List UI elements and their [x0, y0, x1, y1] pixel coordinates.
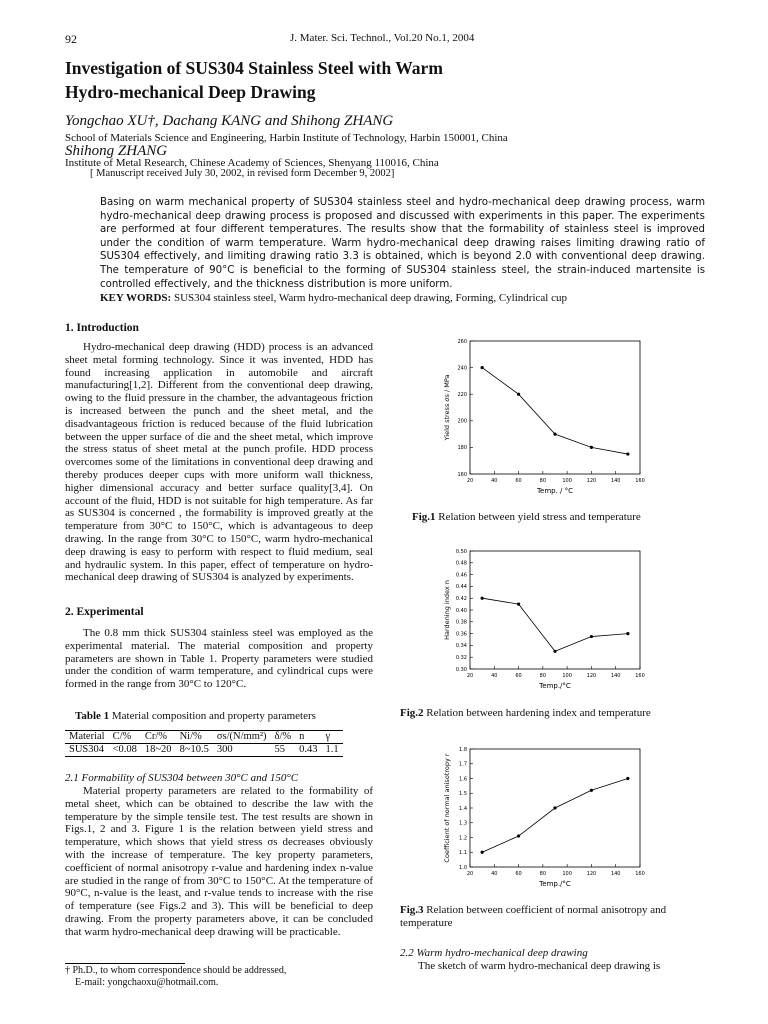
y-axis-label: Hardening index n — [443, 580, 451, 640]
table-1-caption — [75, 710, 316, 722]
x-tick-label: 160 — [635, 478, 645, 484]
data-point — [626, 632, 629, 635]
y-tick-label: 0.40 — [455, 607, 467, 614]
table-1-label: Table 1 — [75, 710, 110, 722]
data-point — [626, 777, 629, 780]
y-tick-label: 1.2 — [459, 835, 467, 842]
section-2-heading: 2. Experimental — [65, 606, 144, 618]
authors-line-1: Yongchao XU†, Dachang KANG and Shihong ZHANG — [65, 113, 394, 129]
table-header-cell: C/% — [109, 731, 141, 744]
y-tick-label: 1.5 — [459, 791, 467, 798]
footnote-line-1: † Ph.D., to whom correspondence should be addressed, — [65, 965, 287, 976]
section-2-1-body — [65, 785, 373, 939]
paper-title — [65, 56, 705, 104]
y-tick-label: 260 — [457, 338, 467, 345]
x-tick-label: 100 — [562, 871, 572, 877]
section-2-2-heading: 2.2 Warm hydro-mechanical deep drawing — [400, 947, 588, 959]
data-point — [517, 393, 520, 396]
x-tick-label: 40 — [491, 673, 498, 679]
table-cell: 55 — [271, 744, 296, 757]
x-tick-label: 60 — [515, 478, 522, 484]
y-tick-label: 0.38 — [455, 619, 467, 626]
figure-3-caption — [400, 904, 710, 930]
data-point — [517, 603, 520, 606]
x-tick-label: 20 — [466, 673, 474, 679]
y-tick-label: 1.8 — [459, 746, 467, 753]
data-point — [481, 597, 484, 600]
y-axis-label: Yield stress σs / MPa — [443, 374, 451, 441]
y-tick-label: 1.4 — [459, 805, 467, 812]
manuscript-dates: [ Manuscript received July 30, 2002, in revised form December 9, 2002] — [90, 168, 395, 179]
table-cell: 18~20 — [141, 744, 176, 757]
series-line — [482, 598, 628, 651]
data-point — [590, 789, 593, 792]
y-tick-label: 1.6 — [459, 776, 467, 783]
y-tick-label: 180 — [457, 445, 467, 452]
table-cell: SUS304 — [65, 744, 109, 757]
x-tick-label: 60 — [515, 871, 522, 877]
y-tick-label: 0.50 — [455, 548, 467, 555]
footnote — [65, 965, 286, 989]
y-tick-label: 1.7 — [459, 761, 467, 768]
figure-2-caption-text: Relation between hardening index and temperature — [426, 707, 651, 719]
section-2-1-paragraph: Material property parameters are related to the formability of metal sheet, which can be obtained to describe the law with the temperature by the simple tensile test. The test results are shown in Figs.1, 2 and 3. Figure 1 is the relation between yield stress and temperature, which shows that yield stress σs decreases obviously with the increase of temperature. The key property parameters, coefficient of normal anisotropy r-value and hardening index n-value are studied in the range of from 30°C to 150°C. At the temperature of 90°C, n-value is the least, and r-value tends to increase with the rise of temperature (see Figs.2 and 3). This will be beneficial to deep drawing. From the property parameters above, it can be concluded that warm hydro-mechanical deep drawing will be practicable. — [65, 785, 373, 938]
authors-line-2: Shihong ZHANG — [65, 143, 168, 159]
x-tick-label: 140 — [610, 478, 621, 484]
x-axis-label: Temp. / °C — [536, 487, 574, 495]
series-line — [482, 368, 628, 454]
section-2-1-heading: 2.1 Formability of SUS304 between 30°C and 150°C — [65, 772, 299, 784]
table-header-cell: γ — [322, 731, 343, 744]
figure-3-caption-text: Relation between coefficient of normal anisotropy and temperature — [400, 904, 667, 929]
table-row — [65, 744, 343, 757]
title-line-2: Hydro-mechanical Deep Drawing — [65, 82, 316, 102]
footnote-rule — [65, 963, 185, 964]
section-2-paragraph: The 0.8 mm thick SUS304 stainless steel was employed as the experimental material. The material composition and property parameters are shown in Table 1. Property parameters were studied under the condition of warm temperature, and cylindrical cups were formed in the range from 30°C to 120°C. — [65, 627, 373, 691]
y-tick-label: 0.36 — [455, 631, 467, 638]
keywords-label: KEY WORDS: — [100, 292, 172, 304]
plot-frame — [470, 341, 640, 474]
running-head: J. Mater. Sci. Technol., Vol.20 No.1, 2004 — [290, 32, 475, 44]
y-tick-label: 200 — [457, 418, 467, 425]
page-number: 92 — [65, 32, 77, 46]
figure-2-caption — [400, 707, 651, 720]
table-header-cell: Ni/% — [176, 731, 213, 744]
series-line — [482, 779, 628, 853]
table-cell: 1.1 — [322, 744, 343, 757]
table-cell: 300 — [213, 744, 271, 757]
keywords-text: SUS304 stainless steel, Warm hydro-mechanical deep drawing, Forming, Cylindrical cup — [173, 292, 567, 304]
table-header-cell: Material — [65, 731, 109, 744]
y-tick-label: 0.32 — [455, 655, 467, 661]
y-tick-label: 160 — [457, 471, 467, 478]
y-tick-label: 0.34 — [455, 643, 467, 650]
y-tick-label: 1.3 — [459, 820, 467, 827]
section-2-2-paragraph: The sketch of warm hydro-mechanical deep drawing is — [418, 960, 661, 972]
x-tick-label: 100 — [562, 673, 572, 679]
figure-3-label: Fig.3 — [400, 904, 424, 916]
table-header-cell: δ/% — [271, 731, 296, 744]
x-tick-label: 120 — [586, 673, 597, 679]
table-cell: 0.43 — [295, 744, 321, 757]
y-tick-label: 220 — [457, 392, 467, 398]
x-tick-label: 120 — [586, 478, 597, 484]
data-point — [590, 446, 593, 449]
y-tick-label: 0.42 — [455, 596, 467, 602]
figure-1-label: Fig.1 — [412, 511, 436, 523]
table-header-cell: n — [295, 731, 321, 744]
table-header-row — [65, 731, 343, 744]
x-tick-label: 20 — [466, 871, 474, 877]
table-header-cell: σs/(N/mm²) — [213, 731, 271, 744]
x-axis-label: Temp./°C — [539, 682, 571, 690]
section-1-paragraph: Hydro-mechanical deep drawing (HDD) process is an advanced sheet metal forming technology. Since it was invented, HDD has found increasing application in automobile and aircraft manufacturing[1,2]. Different from the conventional deep drawing, owing to the fluid pressure in the chamber, the advantageous friction is increased between the punch and the sheet metal, and the disadvantageous friction is reduced because of the fluid lubrication between the upper surface of die and the sheet metal, which improve the stress status of sheet metal at the punch profile. HDD process overcomes some of the limitations in conventional deep drawing and thereby produces deeper cups with more uniform wall thickness, higher dimensional accuracy and better surface quality[3,4]. On account of the fluid, HDD is not suitable for high temperature. As far as SUS304 is concerned , the formability is improved greatly at the temperature from 30°C to 150°C, which is advantageous to deep drawing. In the range from 30°C to 150°C, warm hydro-mechanical deep drawing is easy to perform with respect to fluid medium, seal and hydraulic system. In this paper, effect of temperature on hydro-mechanical deep drawing of SUS304 is analyzed by experiments. — [65, 341, 373, 584]
table-header-cell: Cr/% — [141, 731, 176, 744]
section-2-2-body — [400, 960, 708, 973]
section-2-body — [65, 627, 373, 691]
figure-2-chart — [440, 545, 650, 695]
data-point — [517, 834, 520, 837]
section-1-heading: 1. Introduction — [65, 322, 139, 334]
x-tick-label: 80 — [539, 673, 547, 679]
data-point — [553, 806, 556, 809]
x-tick-label: 60 — [515, 673, 522, 679]
figure-1-caption-text: Relation between yield stress and temperature — [438, 511, 641, 523]
affiliation-1: School of Materials Science and Engineering, Harbin Institute of Technology, Harbin 150001, China — [65, 132, 508, 144]
figure-1-caption — [412, 511, 641, 524]
y-tick-label: 1.1 — [459, 850, 467, 857]
y-tick-label: 0.44 — [455, 584, 467, 591]
table-1-caption-text: Material composition and property parameters — [111, 710, 316, 722]
footnote-line-2: E-mail: yongchaoxu@hotmail.com. — [75, 977, 219, 988]
x-tick-label: 160 — [635, 673, 645, 679]
y-tick-label: 0.30 — [455, 666, 467, 673]
x-tick-label: 20 — [466, 478, 474, 484]
x-tick-label: 140 — [610, 673, 621, 679]
figure-1-chart — [440, 335, 650, 500]
x-tick-label: 40 — [491, 871, 498, 877]
y-tick-label: 1.0 — [459, 864, 467, 871]
data-point — [553, 433, 556, 436]
title-line-1: Investigation of SUS304 Stainless Steel with Warm — [65, 58, 443, 78]
abstract: Basing on warm mechanical property of SUS304 stainless steel and hydro-mechanical deep drawing process, warm hydro-mechanical deep drawing process is proposed and discussed with experiments in this paper. The experiments are performed at four different temperatures. The results show that the formability of stainless steel is improved under the condition of warm temperature. Warm hydro-mechanical deep drawing raises limiting drawing ratio of SUS304 effectively, and limiting drawing ratio 3.3 is obtained, which is beyond 2.0 with conventional deep drawing. The temperature of 90°C is beneficial to the forming of SUS304 stainless steel, the strain-induced martensite is controlled effectively, and the thickness distribution is more uniform. — [100, 197, 705, 290]
figure-3-chart — [440, 743, 650, 893]
data-point — [626, 452, 629, 455]
x-tick-label: 160 — [635, 871, 645, 877]
data-point — [553, 650, 556, 653]
x-tick-label: 140 — [610, 871, 621, 877]
figure-2-label: Fig.2 — [400, 707, 424, 719]
y-axis-label: Coefficient of normal anisotropy r — [443, 753, 451, 863]
x-axis-label: Temp./°C — [539, 880, 571, 888]
x-tick-label: 120 — [586, 871, 597, 877]
x-tick-label: 100 — [562, 478, 572, 484]
y-tick-label: 0.48 — [455, 560, 467, 567]
y-tick-label: 0.46 — [455, 572, 467, 579]
x-tick-label: 80 — [539, 871, 547, 877]
y-tick-label: 240 — [457, 365, 467, 372]
section-1-body — [65, 341, 373, 584]
table-cell: <0.08 — [109, 744, 141, 757]
affiliation-2: Institute of Metal Research, Chinese Academy of Sciences, Shenyang 110016, China — [65, 157, 439, 169]
data-point — [590, 635, 593, 638]
x-tick-label: 80 — [539, 478, 547, 484]
table-cell: 8~10.5 — [176, 744, 213, 757]
x-tick-label: 40 — [491, 478, 498, 484]
data-point — [481, 366, 484, 369]
table-1 — [65, 730, 343, 757]
keywords — [100, 292, 567, 304]
data-point — [481, 851, 484, 854]
